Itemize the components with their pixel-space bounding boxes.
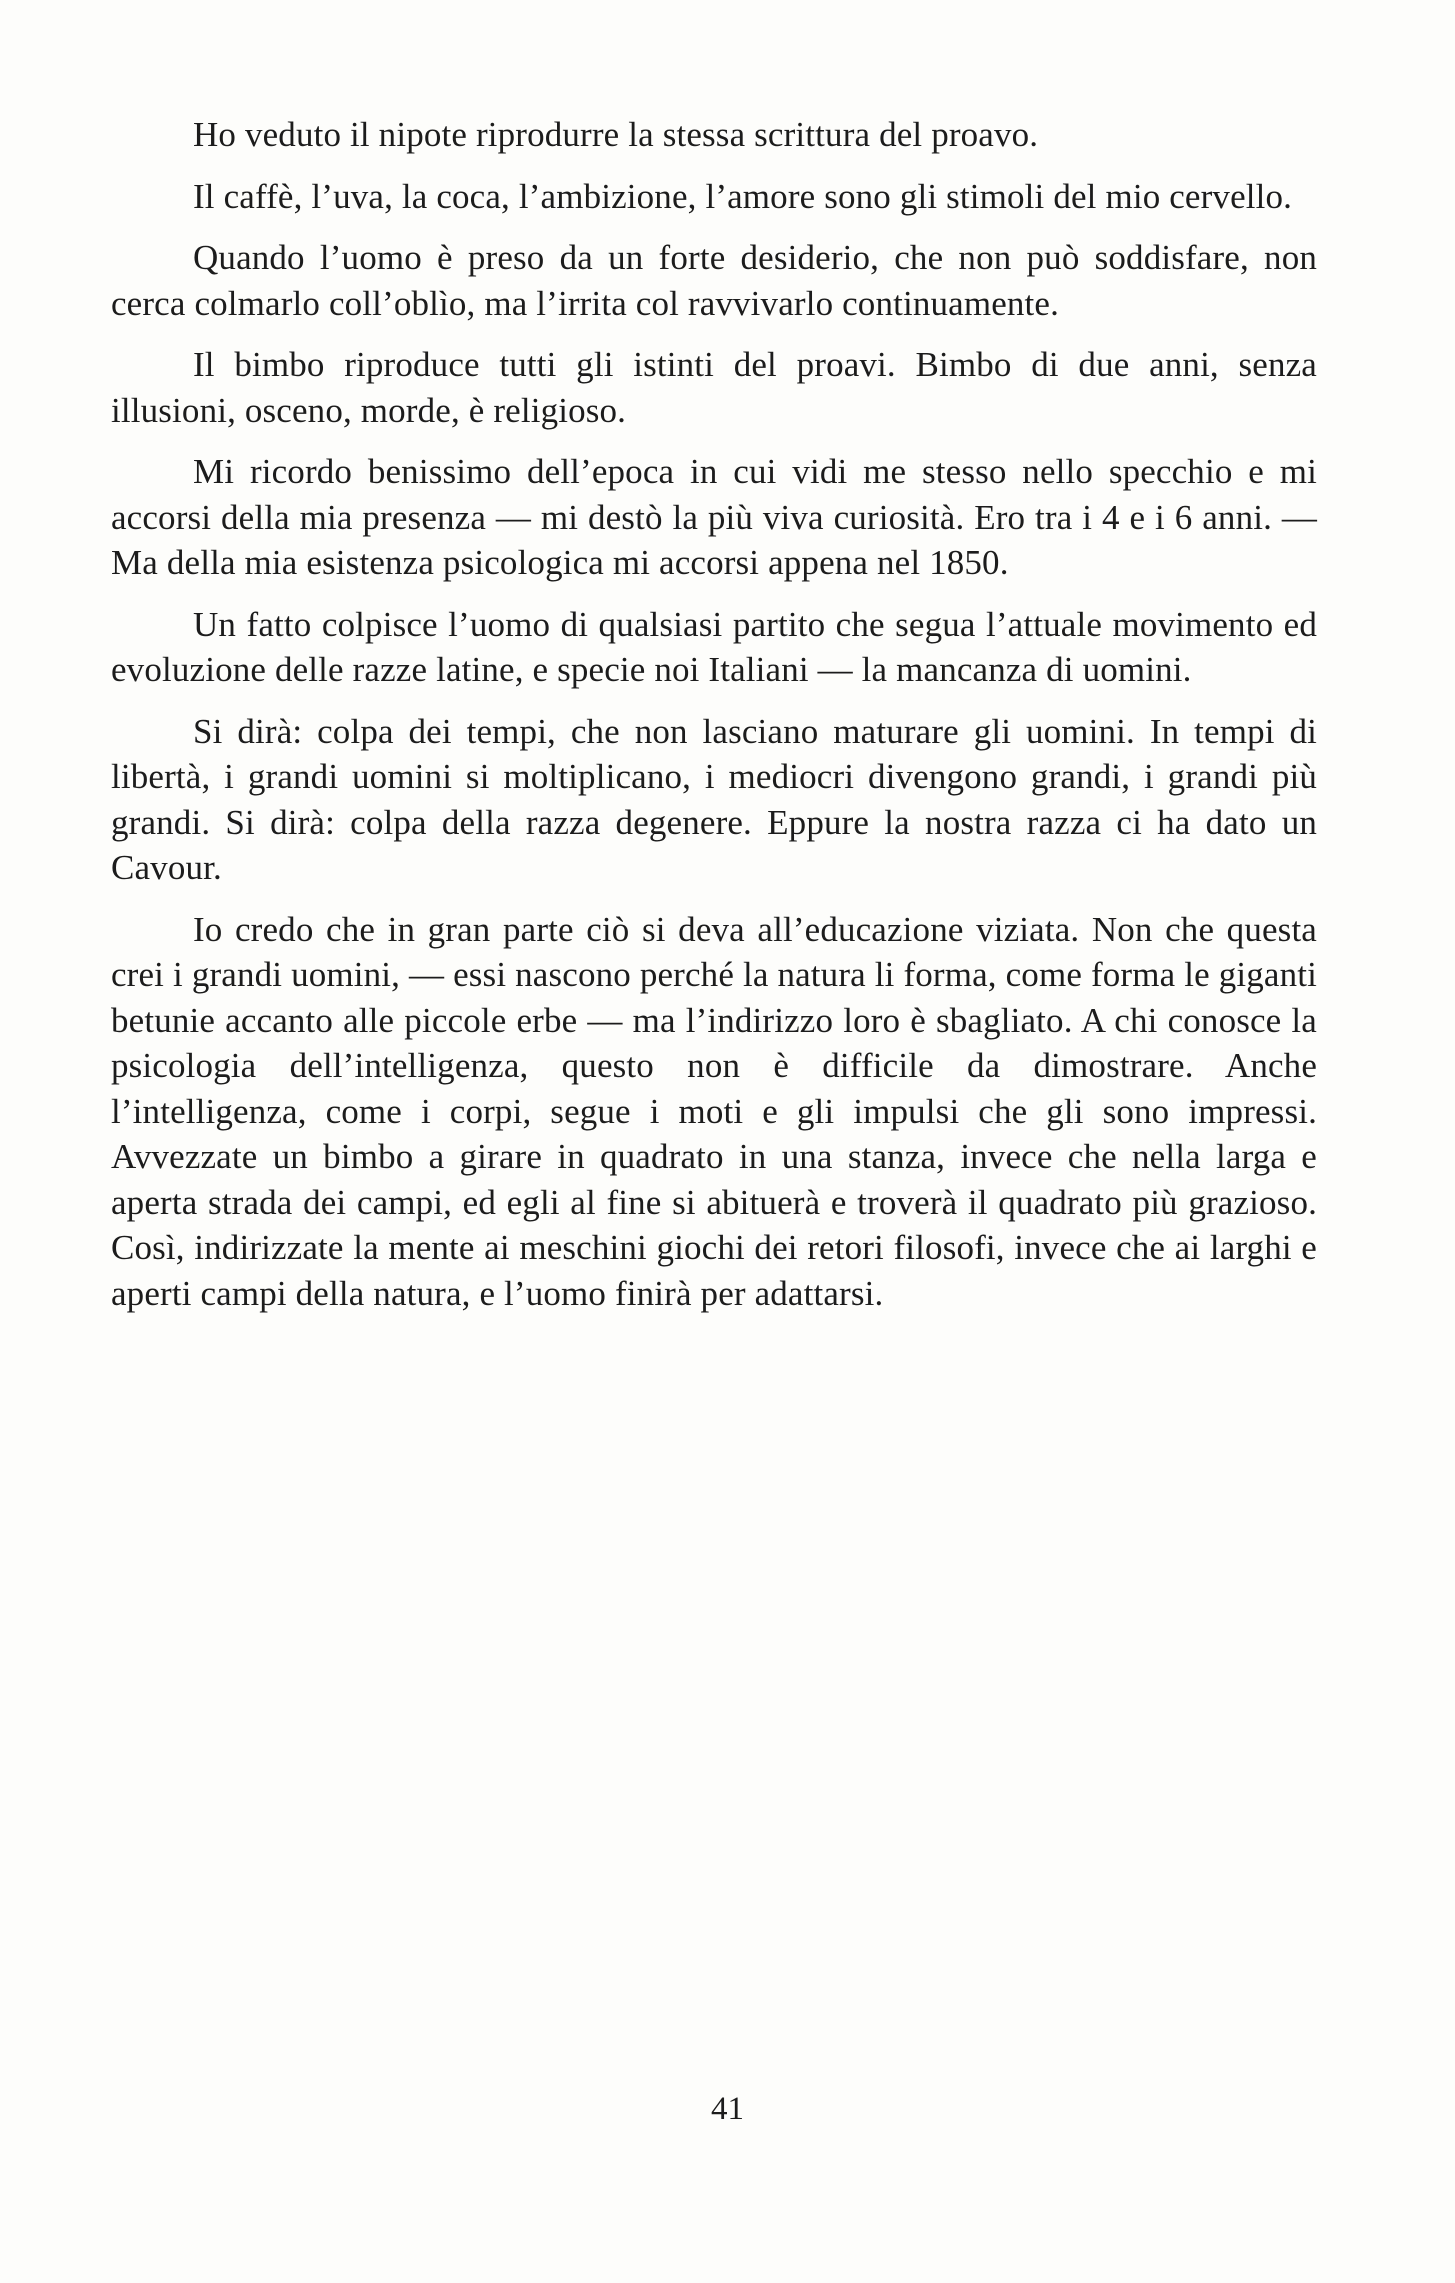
page-number: 41 — [711, 2091, 744, 2127]
paragraph-5: Mi ricordo benissimo dell’epoca in cui vidi me stesso nello specchio e mi accorsi della mia presenza — mi destò la più viva curiosità. Ero tra i 4 e i 6 anni. — Ma della mia esistenza psicologica mi accorsi appena nel 1850. — [111, 452, 1317, 582]
body-text — [111, 112, 1317, 1332]
paragraph-3: Quando l’uomo è preso da un forte desiderio, che non può soddisfare, non cerca colmarlo coll’oblìo, ma l’irrita col ravvivarlo continuamente. — [111, 238, 1317, 323]
paragraph-4: Il bimbo riproduce tutti gli istinti del proavi. Bimbo di due anni, senza illusioni, osceno, morde, è religioso. — [111, 345, 1317, 430]
paragraph-1: Ho veduto il nipote riprodurre la stessa scrittura del proavo. — [193, 115, 1039, 154]
paragraph-8: Io credo che in gran parte ciò si deva all’educazione viziata. Non che questa crei i grandi uomini, — essi nascono perché la natura li forma, come forma le giganti betunie accanto alle piccole erbe — ma l’indirizzo loro è sbagliato. A chi conosce la psicologia dell’intelligenza, questo non è difficile da dimostrare. Anche l’intelligenza, come i corpi, segue i moti e gli impulsi che gli sono impressi. Avvezzate un bimbo a girare in quadrato in una stanza, invece che nella larga e aperta strada dei campi, ed egli al fine si abituerà e troverà il quadrato più grazioso. Così, indirizzate la mente ai meschini giochi dei retori filosofi, invece che ai larghi e aperti campi della natura, e l’uomo finirà per adattarsi. — [111, 909, 1317, 1313]
paragraph-6: Un fatto colpisce l’uomo di qualsiasi partito che segua l’attuale movimento ed evoluzione delle razze latine, e specie noi Italiani — la mancanza di uomini. — [111, 604, 1317, 689]
paragraph-7: Si dirà: colpa dei tempi, che non lasciano maturare gli uomini. In tempi di libertà, i grandi uomini si moltiplicano, i mediocri divengono grandi, i grandi più grandi. Si dirà: colpa della razza degenere. Eppure la nostra razza ci ha dato un Cavour. — [111, 711, 1317, 887]
paragraph-2: Il caffè, l’uva, la coca, l’ambizione, l’amore sono gli stimoli del mio cervello. — [193, 176, 1293, 216]
